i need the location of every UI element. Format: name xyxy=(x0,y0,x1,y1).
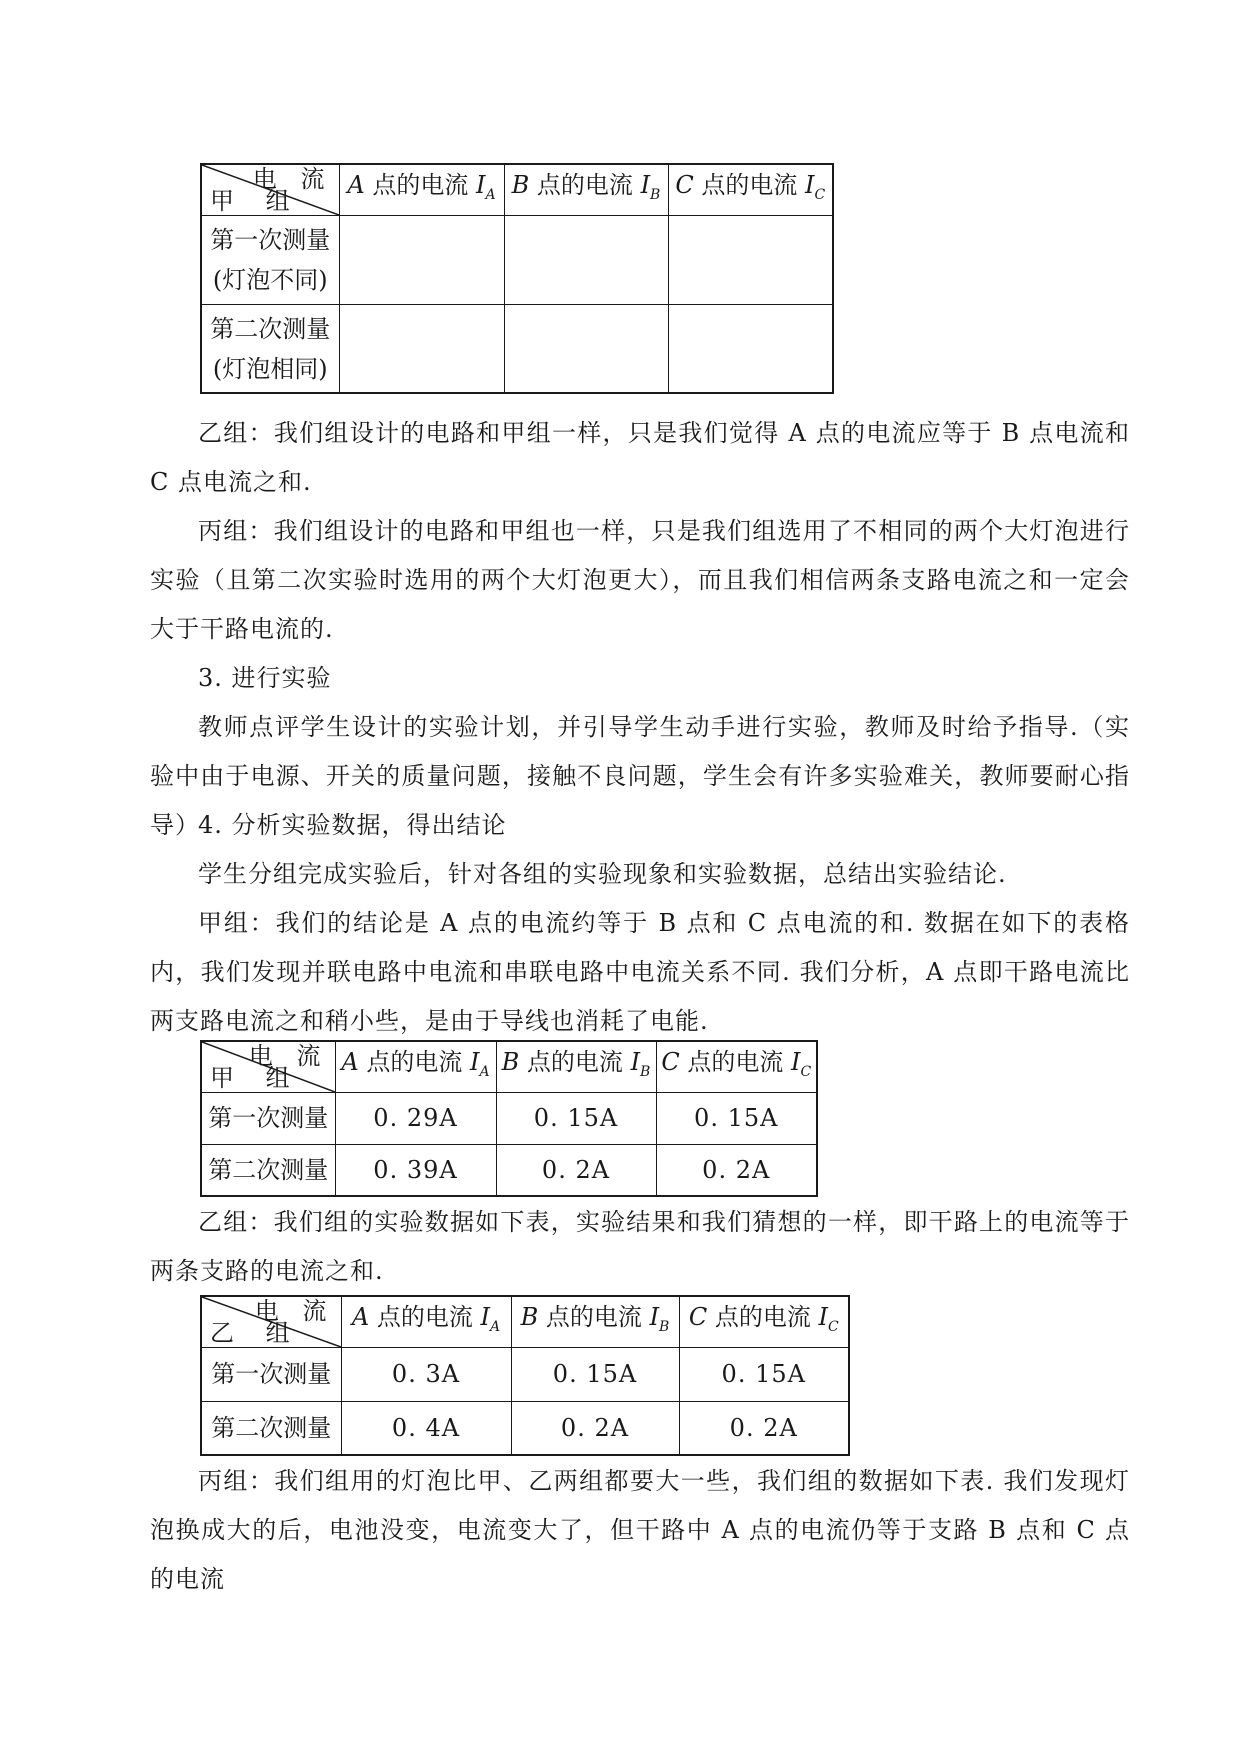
table-cell xyxy=(339,215,504,304)
row-label: 第一次测量 (灯泡不同) xyxy=(201,215,339,304)
corner-cell xyxy=(201,1041,335,1092)
table-jia-data xyxy=(200,1040,818,1197)
header-a: A 点的电流 $I_A$ xyxy=(335,1041,496,1092)
paragraph: 乙组：我们组的实验数据如下表，实验结果和我们猜想的一样，即干路上的电流等于两条支路的电流之和. xyxy=(150,1208,1130,1285)
header-a: A 点的电流 $I_A$ xyxy=(341,1296,511,1347)
table-row xyxy=(201,304,833,393)
corner-top-label: 电 流 xyxy=(254,1297,335,1325)
table-header-row xyxy=(201,1041,817,1092)
corner-top-label: 电 流 xyxy=(252,165,333,193)
table-cell xyxy=(504,304,668,393)
paragraph: 甲组：我们的结论是 A 点的电流约等于 B 点和 C 点电流的和. 数据在如下的表格内，我们发现并联电路中电流和串联电路中电流关系不同. 我们分析，A 点即干路电流比两支路电流之和稍小些，是由于导线也消耗了电能. xyxy=(150,909,1130,1035)
table-cell: 0. 15A xyxy=(679,1347,849,1401)
section-heading: 3. 进行实验 xyxy=(198,664,332,692)
corner-bottom-label: 乙 组 xyxy=(210,1318,302,1347)
table-cell: 0. 15A xyxy=(496,1092,656,1144)
table-header-row xyxy=(201,1296,849,1347)
corner-top-label: 电 流 xyxy=(248,1042,329,1070)
header-b: B 点的电流 $I_B$ xyxy=(504,164,668,215)
corner-bottom-label: 甲 组 xyxy=(210,186,302,215)
paragraph: 学生分组完成实验后，针对各组的实验现象和实验数据，总结出实验结论. xyxy=(198,860,1007,888)
row-label: 第一次测量 xyxy=(201,1347,341,1401)
row-label: 第二次测量 xyxy=(201,1144,335,1196)
row-label: 第二次测量 (灯泡相同) xyxy=(201,304,339,393)
corner-cell xyxy=(201,1296,341,1347)
row-label: 第二次测量 xyxy=(201,1401,341,1455)
table-cell: 0. 4A xyxy=(341,1401,511,1455)
corner-bottom-label: 甲 组 xyxy=(210,1063,302,1092)
table-cell: 0. 2A xyxy=(511,1401,679,1455)
header-b: B 点的电流 $I_B$ xyxy=(511,1296,679,1347)
table-cell: 0. 3A xyxy=(341,1347,511,1401)
paragraph: 丙组：我们组用的灯泡比甲、乙两组都要大一些，我们组的数据如下表. 我们发现灯泡换成大的后，电池没变，电流变大了，但干路中 A 点的电流仍等于支路 B 点和 C 点的电流 xyxy=(150,1467,1130,1593)
table-cell: 0. 15A xyxy=(511,1347,679,1401)
table-cell xyxy=(668,215,833,304)
table-cell: 0. 2A xyxy=(679,1401,849,1455)
table-jia-plan xyxy=(200,163,834,394)
table-cell xyxy=(668,304,833,393)
table-row xyxy=(201,215,833,304)
table-row xyxy=(201,1092,817,1144)
table-cell xyxy=(339,304,504,393)
corner-cell xyxy=(201,164,339,215)
table-cell: 0. 39A xyxy=(335,1144,496,1196)
table-cell xyxy=(504,215,668,304)
table-yi-data xyxy=(200,1295,850,1456)
table-row xyxy=(201,1401,849,1455)
header-a: A 点的电流 $I_A$ xyxy=(339,164,504,215)
paragraph: 乙组：我们组设计的电路和甲组一样，只是我们觉得 A 点的电流应等于 B 点电流和 C 点电流之和. xyxy=(150,419,1130,496)
row-label: 第一次测量 xyxy=(201,1092,335,1144)
table-row xyxy=(201,1144,817,1196)
header-c: C 点的电流 $I_C$ xyxy=(679,1296,849,1347)
table-header-row xyxy=(201,164,833,215)
table-cell: 0. 2A xyxy=(496,1144,656,1196)
table-cell: 0. 29A xyxy=(335,1092,496,1144)
table-cell: 0. 2A xyxy=(656,1144,817,1196)
header-c: C 点的电流 $I_C$ xyxy=(668,164,833,215)
paragraph: 教师点评学生设计的实验计划，并引导学生动手进行实验，教师及时给予指导.（实验中由于电源、开关的质量问题，接触不良问题，学生会有许多实验难关，教师要耐心指导） xyxy=(150,713,1130,839)
table-row xyxy=(201,1347,849,1401)
paragraph: 丙组：我们组设计的电路和甲组也一样，只是我们组选用了不相同的两个大灯泡进行实验（且第二次实验时选用的两个大灯泡更大），而且我们相信两条支路电流之和一定会大于干路电流的. xyxy=(150,517,1130,643)
header-b: B 点的电流 $I_B$ xyxy=(496,1041,656,1092)
section-heading: 4. 分析实验数据，得出结论 xyxy=(198,811,507,839)
header-c: C 点的电流 $I_C$ xyxy=(656,1041,817,1092)
table-cell: 0. 15A xyxy=(656,1092,817,1144)
